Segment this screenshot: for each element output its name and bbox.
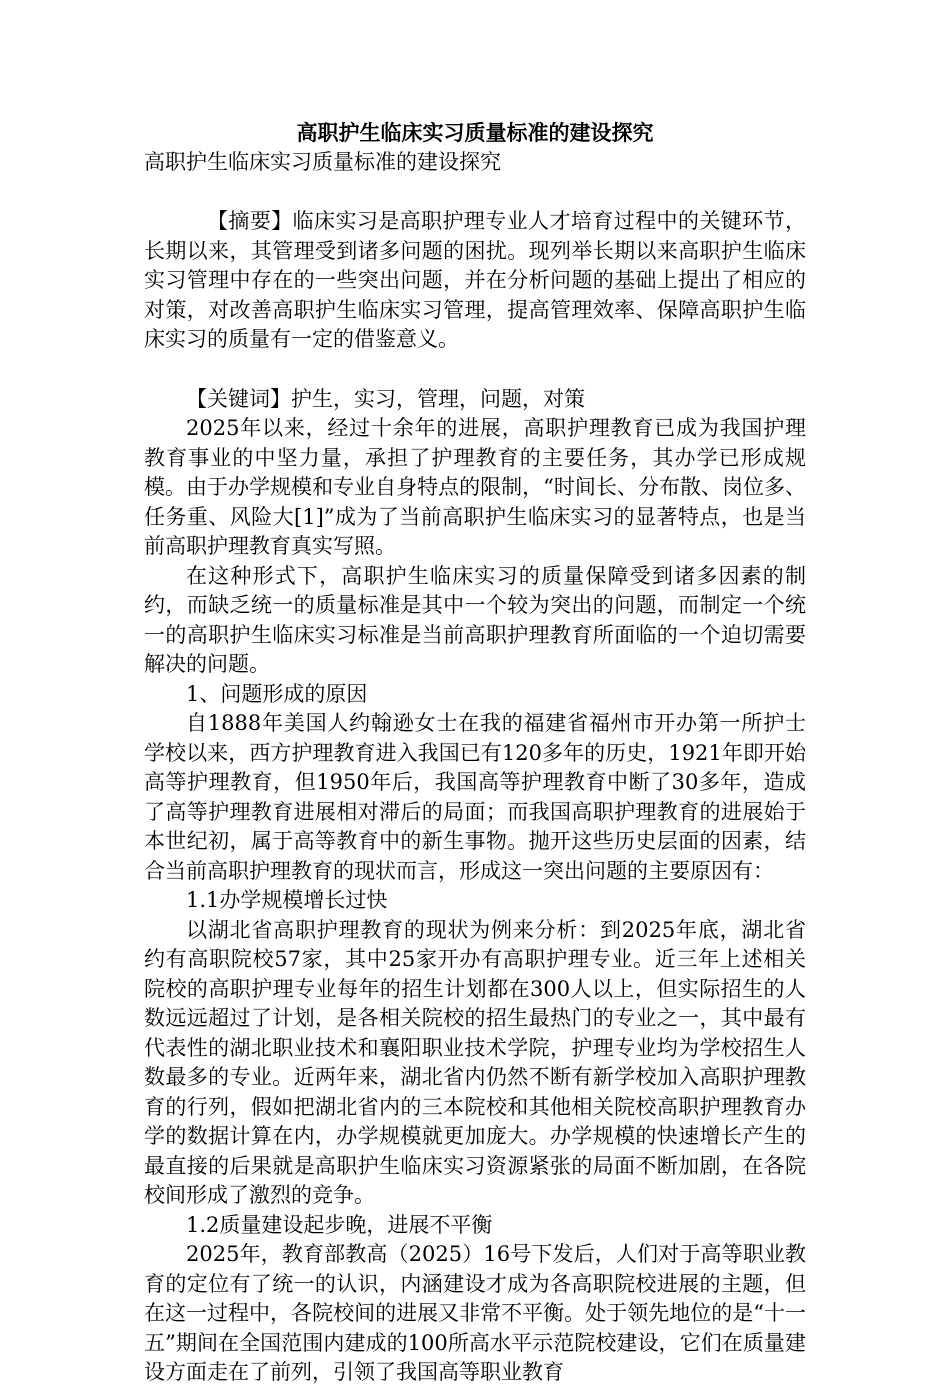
section-heading-1-1: 1.1办学规模增长过快 <box>186 888 388 912</box>
section-heading-1-2: 1.2质量建设起步晚，进展不平衡 <box>186 1212 493 1237</box>
body-paragraph-5: 2025年，教育部教高（2025）16号下发后，人们对于高等职业教育的定位有了统一的认识，内涵建设才成为各高职院校进展的主题，但在这一过程中，各院校间的进展又非常不平衡。处于领先地位的是“十一五”期间在全国范围内建成的100所高水平示范院校建设，它们在质量建设方面走在了前列，引领了我国高等职业教育 <box>144 1242 806 1384</box>
document-title: 高职护生临床实习质量标准的建设探究 <box>296 120 654 145</box>
abstract-paragraph: 【摘要】临床实习是高职护理专业人才培育过程中的关键环节，长期以来，其管理受到诸多问题的困扰。现列举长期以来高职护生临床实习管理中存在的一些突出问题，并在分析问题的基础上提出了相应的对策，对改善高职护生临床实习管理，提高管理效率、保障高职护生临床实习的质量有一定的借鉴意义。 <box>144 209 806 351</box>
document-subtitle: 高职护生临床实习质量标准的建设探究 <box>144 149 501 174</box>
section-heading-1: 1、问题形成的原因 <box>186 681 368 706</box>
document-body <box>144 118 806 1388</box>
body-paragraph-3: 自1888年美国人约翰逊女士在我的福建省福州市开办第一所护士学校以来，西方护理教育进入我国已有120多年的历史，1921年即开始高等护理教育，但1950年后，我国高等护理教育中断了30多年，造成了高等护理教育进展相对滞后的局面；而我国高职护理教育的进展始于本世纪初，属于高等教育中的新生事物。抛开这些历史层面的因素，结合当前高职护理教育的现状而言，形成这一突出问题的主要原因有： <box>144 711 806 883</box>
keywords-paragraph: 【关键词】护生，实习，管理，问题，对策 <box>186 386 585 411</box>
body-paragraph-4: 以湖北省高职护理教育的现状为例来分析：到2025年底，湖北省约有高职院校57家，其中25家开办有高职护理专业。近三年上述相关院校的高职护理专业每年的招生计划都在300人以上，但实际招生的人数远远超过了计划，是各相关院校的招生最热门的专业之一，其中最有代表性的湖北职业技术和襄阳职业技术学院，护理专业均为学校招生人数最多的专业。近两年来，湖北省内仍然不断有新学校加入高职护理教育的行列，假如把湖北省内的三本院校和其他相关院校高职护理教育办学的数据计算在内，办学规模就更加庞大。办学规模的快速增长产生的最直接的后果就是高职护生临床实习资源紧张的局面不断加剧，在各院校间形成了激烈的竞争。 <box>144 917 806 1207</box>
body-paragraph-2: 在这种形式下，高职护生临床实习的质量保障受到诸多因素的制约，而缺乏统一的质量标准是其中一个较为突出的问题，而制定一个统一的高职护生临床实习标准是当前高职护理教育所面临的一个迫切需要解决的问题。 <box>144 563 806 676</box>
body-paragraph-1: 2025年以来，经过十余年的进展，高职护理教育已成为我国护理教育事业的中坚力量，承担了护理教育的主要任务，其办学已形成规模。由于办学规模和专业自身特点的限制，“时间长、分布散、岗位多、任务重、风险大[1]”成为了当前高职护生临床实习的显著特点，也是当前高职护理教育真实写照。 <box>144 416 806 558</box>
